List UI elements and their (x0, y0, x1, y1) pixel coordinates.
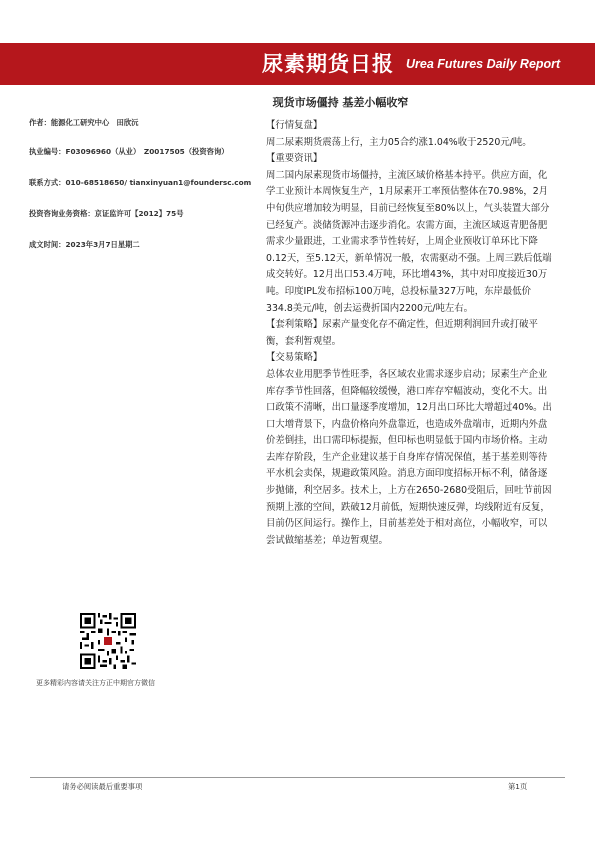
page-number: 第1页 (508, 782, 528, 791)
section-arbitrage-strategy (266, 317, 556, 350)
report-title-banner (0, 43, 595, 85)
report-subtitle: 现货市场僵持 基差小幅收窄 (272, 96, 409, 109)
report-body (266, 118, 556, 549)
section-body: 周二国内尿素现货市场僵持，主流区域价格基本持平。供应方面，化学工业预计本周恢复生产，1月尿素开工率预估整体在70.98%，2月中旬供应增加较为明显，目前已经恢复至80%以上，气头装置大部分已经复产。淡储货源冲击逐步消化。农需方面，主流区域返青肥备肥需求少量跟进，工业需求季节性转好，上周企业预收订单环比下降0.12天，至5.12天，新单情况一般，农需驱动不强。上周三跌后低端成交转好。12月出口53.4万吨，环比增43%，其中对印度接近30万吨。印度IPL发布招标100万吨，总投标量327万吨，东岸最低价334.8美元/吨，创去运费折国内2200元/吨左右。 (266, 169, 552, 314)
section-market-review (266, 118, 556, 151)
qr-caption: 更多精彩内容请关注方正中期官方微信 (36, 679, 155, 687)
section-header: 【行情复盘】 (266, 120, 323, 131)
report-title-english: Urea Futures Daily Report (406, 57, 561, 71)
license-line: 执业编号：F03096960（从业） Z0017505（投资咨询） (29, 147, 229, 156)
section-body: 尿素产量变化存不确定性，但近期利润回升或打破平衡，套利暂观望。 (266, 319, 538, 347)
section-header: 【重要资讯】 (266, 153, 323, 165)
report-title: 尿素期货日报 (262, 52, 394, 76)
section-trading-strategy (266, 350, 556, 549)
footer-divider (30, 777, 565, 778)
date-line: 成文时间：2023年3月7日星期二 (29, 240, 140, 249)
footer-disclaimer: 请务必阅读最后重要事项 (62, 782, 143, 791)
qualification-line: 投资咨询业务资格：京证监许可【2012】75号 (29, 209, 184, 218)
section-header-inline (266, 317, 556, 350)
section-body: 周二尿素期货震荡上行，主力05合约涨1.04%收于2520元/吨。 (266, 136, 532, 148)
wechat-qr-code (80, 613, 136, 669)
section-key-news (266, 151, 556, 317)
section-header: 【交易策略】 (266, 352, 323, 364)
author-line: 作者：能源化工研究中心 田欣沅 (29, 118, 139, 127)
section-header: 【套利策略】 (266, 319, 323, 331)
contact-line: 联系方式：010-68518650/ tianxinyuan1@foundersc.com (29, 178, 252, 187)
section-body: 总体农业用肥季节性旺季，各区域农业需求逐步启动；尿素生产企业库存季节性回落，但降幅较缓慢，港口库存窄幅波动，变化不大。出口政策不清晰，出口量逐季度增加，12月出口环比大增超过40%。出口大增背景下，内盘价格向外盘靠近，也造成外盘端市，近期内外盘价差倒挂，出口需印标提振，但印标也明显低于国内市场价格。主动去库存阶段，生产企业建议基于自身库存情况保值，基于基差则等待平水机会卖保，规避政策风险。消息方面印度招标开标不利，储备逐步抛储，利空居多。技术上，上方在2650-2680受阻后，回吐节前因预期上涨的空间，跌破12月前低，短期快速反弹，均线附近有反复，目前仍区间运行。操作上，目前基差处于相对高位，小幅收窄，可以尝试做缩基差；单边暂观望。 (266, 368, 552, 546)
